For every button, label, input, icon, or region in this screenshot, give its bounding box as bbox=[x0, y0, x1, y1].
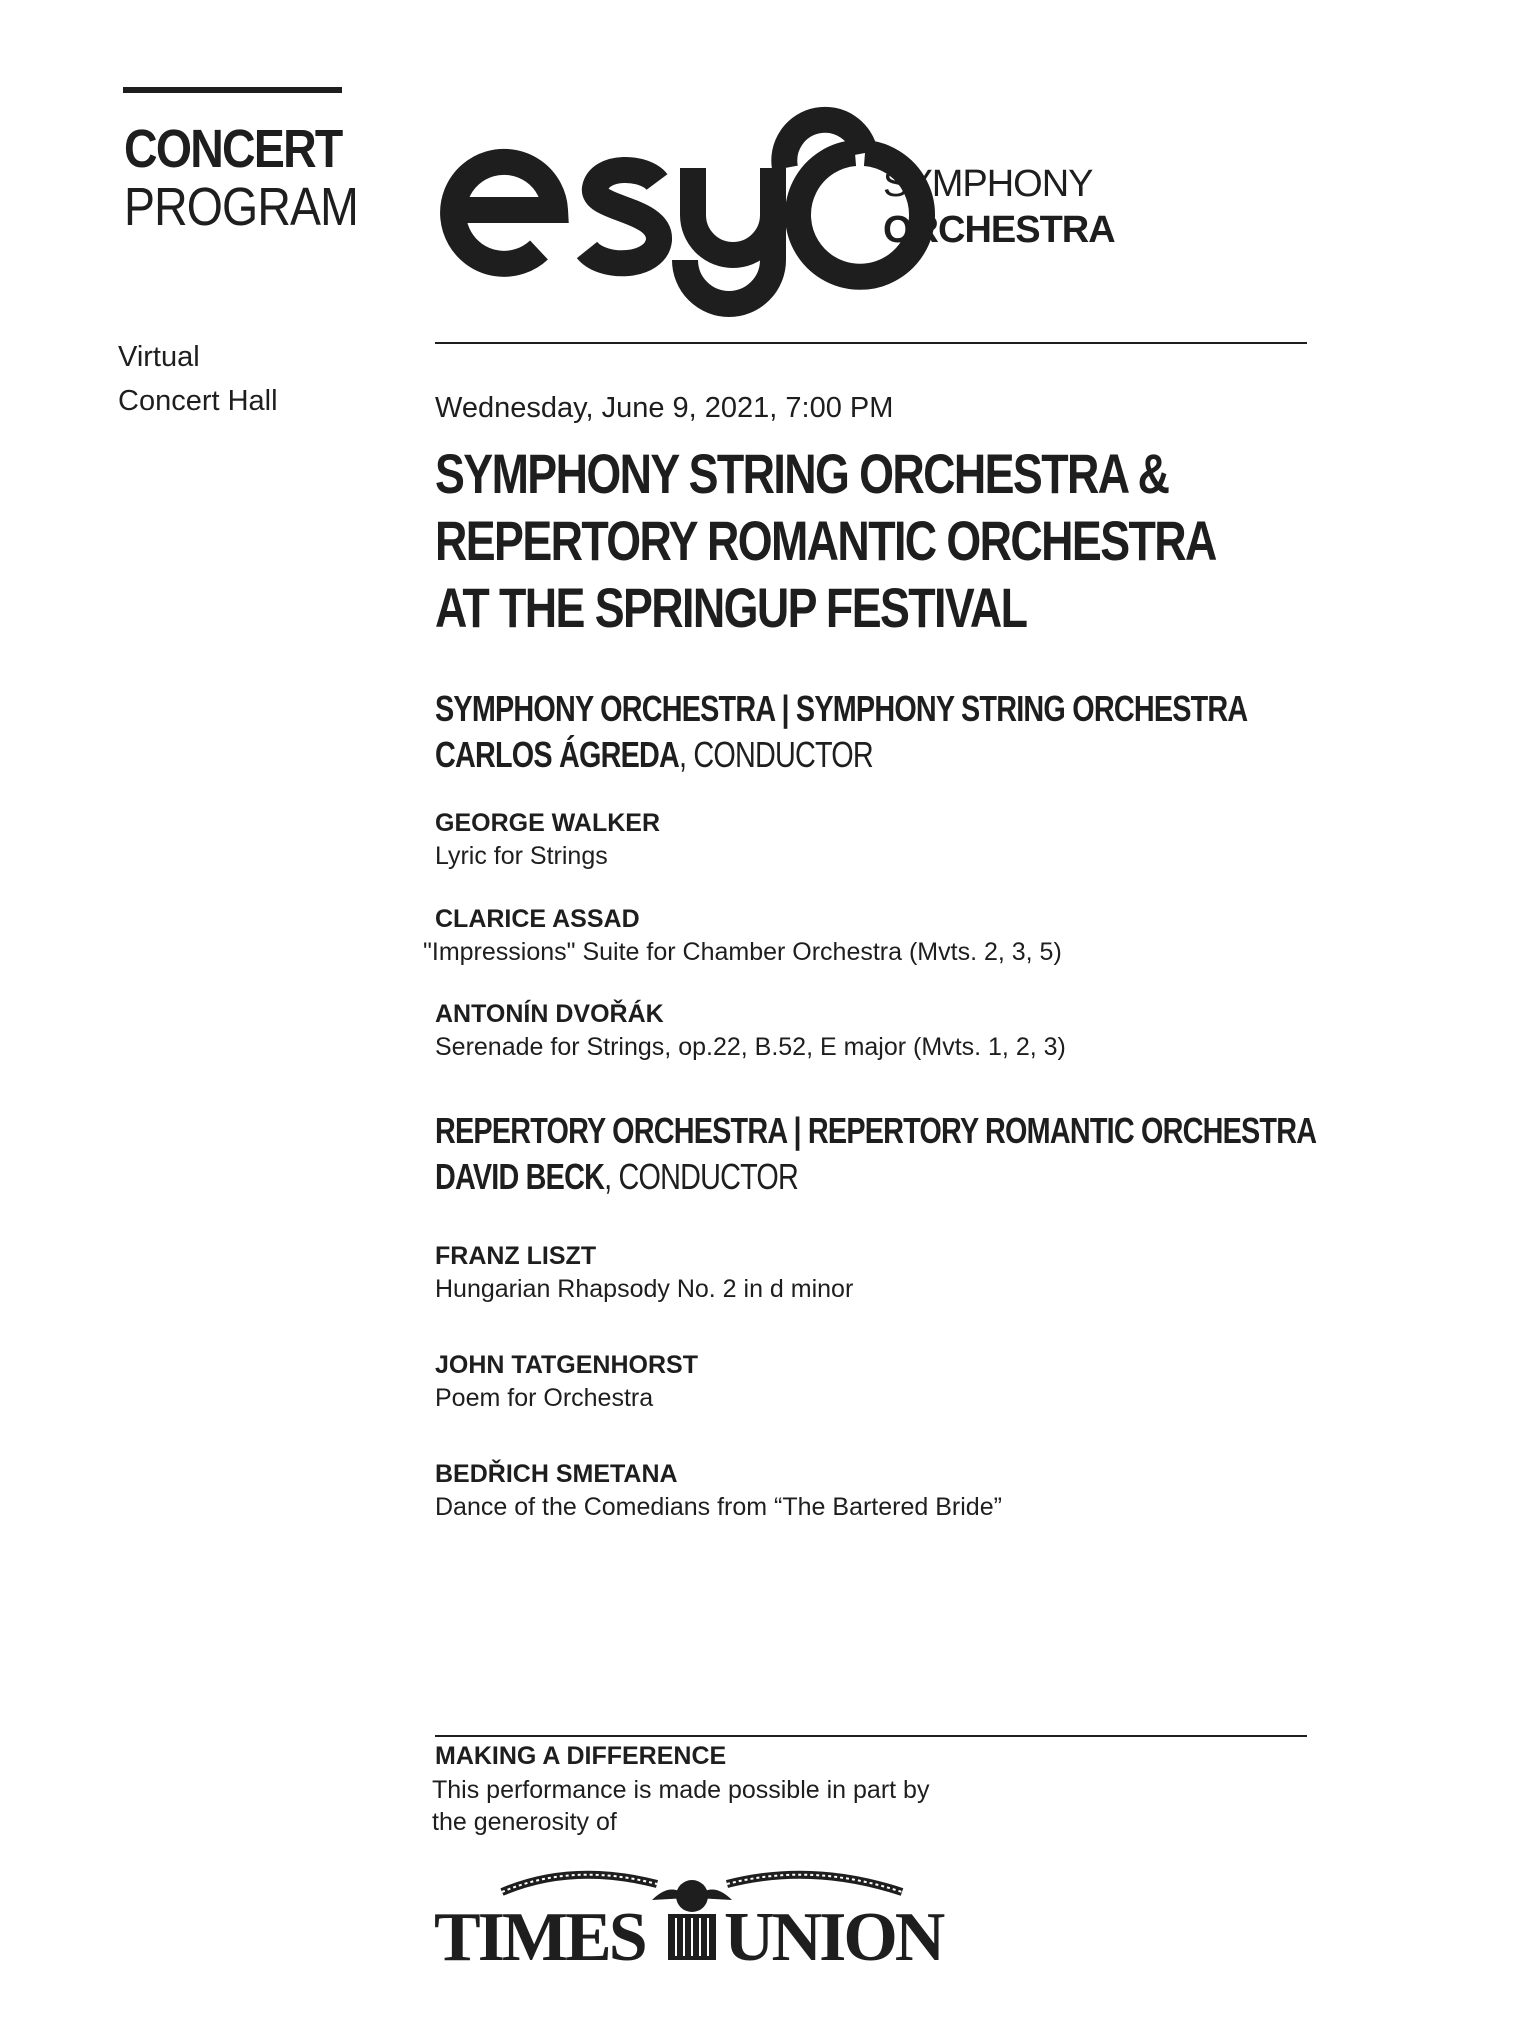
event-title bbox=[435, 440, 1335, 641]
header-rule bbox=[435, 342, 1307, 344]
conductor-role: , CONDUCTOR bbox=[604, 1156, 798, 1197]
event-date: Wednesday, June 9, 2021, 7:00 PM bbox=[435, 392, 894, 424]
section-1-header bbox=[435, 686, 1451, 778]
top-rule bbox=[123, 87, 342, 93]
section-ensembles: SYMPHONY ORCHESTRA | SYMPHONY STRING ORCHESTRA bbox=[435, 688, 1248, 729]
section-ensembles: REPERTORY ORCHESTRA | REPERTORY ROMANTIC ORCHESTRA bbox=[435, 1110, 1317, 1151]
section-conductor bbox=[435, 732, 1247, 778]
esyo-logo bbox=[435, 100, 1115, 330]
work-title: Hungarian Rhapsody No. 2 in d minor bbox=[435, 1275, 854, 1303]
times-union-logo bbox=[432, 1862, 992, 1976]
composer: JOHN TATGENHORST bbox=[435, 1351, 698, 1379]
work-title: Poem for Orchestra bbox=[435, 1384, 654, 1412]
eagle-icon bbox=[652, 1880, 732, 1960]
program-item bbox=[435, 1240, 853, 1306]
section-conductor bbox=[435, 1154, 1316, 1200]
section-2-header bbox=[435, 1108, 1537, 1200]
doc-type-line2: PROGRAM bbox=[124, 177, 358, 237]
conductor-name: DAVID BECK bbox=[435, 1156, 605, 1197]
logo-line1: SYMPHONY bbox=[883, 163, 1093, 205]
composer: FRANZ LISZT bbox=[435, 1242, 597, 1270]
program-item bbox=[435, 807, 660, 873]
sponsor-left: TIMES bbox=[434, 1899, 645, 1976]
title-line-2: REPERTORY ROMANTIC ORCHESTRA bbox=[435, 509, 1216, 572]
composer: ANTONÍN DVOŘÁK bbox=[435, 1000, 664, 1028]
venue: Virtual Concert Hall bbox=[118, 341, 278, 417]
title-line-3: AT THE SPRINGUP FESTIVAL bbox=[435, 576, 1027, 639]
work-title: Serenade for Strings, op.22, B.52, E major (Mvts. 1, 2, 3) bbox=[435, 1033, 1066, 1061]
footer-text: This performance is made possible in part by the generosity of bbox=[432, 1776, 930, 1836]
doc-type-line1: CONCERT bbox=[124, 119, 342, 179]
work-title: Dance of the Comedians from “The Bartered Bride” bbox=[435, 1493, 1002, 1521]
footer-rule bbox=[435, 1735, 1307, 1737]
program-item bbox=[423, 903, 1062, 969]
program-item bbox=[435, 1458, 1002, 1524]
composer: CLARICE ASSAD bbox=[435, 905, 640, 933]
program-item bbox=[435, 1349, 698, 1415]
conductor-name: CARLOS ÁGREDA bbox=[435, 734, 680, 775]
composer: GEORGE WALKER bbox=[435, 809, 661, 837]
logo-line2: ORCHESTRA bbox=[883, 209, 1115, 251]
title-line-1: SYMPHONY STRING ORCHESTRA & bbox=[435, 442, 1169, 505]
composer: BEDŘICH SMETANA bbox=[435, 1460, 678, 1488]
sponsor-right: UNION bbox=[724, 1899, 943, 1976]
footer-heading: MAKING A DIFFERENCE bbox=[435, 1742, 727, 1770]
document-type bbox=[124, 120, 396, 236]
work-title: "Impressions" Suite for Chamber Orchestra (Mvts. 2, 3, 5) bbox=[423, 938, 1062, 966]
work-title: Lyric for Strings bbox=[435, 842, 608, 870]
program-item bbox=[435, 998, 1066, 1064]
conductor-role: , CONDUCTOR bbox=[679, 734, 873, 775]
